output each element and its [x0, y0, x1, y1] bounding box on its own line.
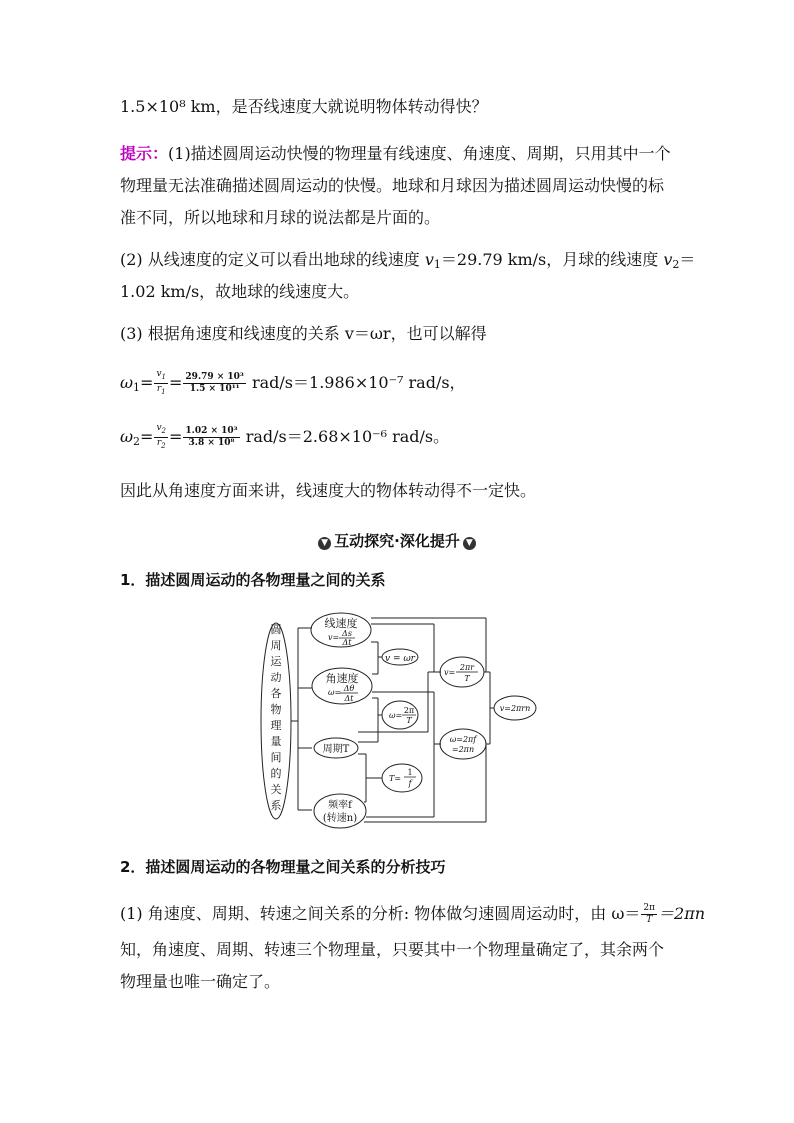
relationship-diagram — [258, 612, 548, 830]
frequency-label: 频率f — [328, 800, 352, 811]
hint-paragraph-1-line-1: 提示：(1)描述圆周运动快慢的物理量有线速度、角速度、周期，只用其中一个 — [120, 144, 671, 163]
root-char-0: 圆 — [270, 623, 282, 636]
analysis-line-2: 知，角速度、周期、转速三个物理量，只要其中一个物理量确定了，其余两个 — [120, 940, 665, 959]
T-1-f-ellipse — [382, 764, 422, 792]
svg-text:Δt: Δt — [342, 638, 352, 647]
svg-text:T: T — [406, 716, 412, 725]
svg-text:f: f — [408, 779, 412, 788]
angular-velocity-label: 角速度 — [325, 672, 359, 685]
hint-paragraph-1-line-2: 物理量无法准确描述圆周运动的快慢。地球和月球因为描述圆周运动快慢的标 — [120, 176, 665, 195]
fraction-2pi-T: $\frac{2\pi}{T}$ — [643, 903, 656, 925]
root-char-6: 理 — [270, 719, 282, 732]
root-char-11: 系 — [270, 799, 282, 812]
root-char-9: 的 — [270, 767, 282, 780]
relationship-diagram-svg — [258, 612, 548, 830]
hint-paragraph-1-line-3: 准不同，所以地球和月球的说法都是片面的。 — [120, 208, 441, 227]
root-char-7: 量 — [270, 735, 282, 748]
root-char-1: 周 — [270, 639, 282, 652]
fraction-v2-r2: $\frac{v_2}{r_2}$ — [156, 423, 167, 450]
svg-text:1: 1 — [407, 768, 413, 777]
svg-text:Δt: Δt — [344, 694, 354, 703]
fraction-omega1-values: $\frac{\text{29.79 × 10³}}{\text{1.5 × 10¹¹}}$ — [185, 372, 244, 394]
svg-text:T=: T= — [389, 774, 402, 783]
svg-text:ω=: ω= — [328, 688, 342, 697]
root-char-3: 动 — [270, 671, 282, 684]
fraction-v1-r1: $\frac{v_1}{r_1}$ — [156, 369, 167, 396]
heading-2: 2．描述圆周运动的各物理量之间关系的分析技巧 — [120, 858, 446, 876]
chevron-down-icon: ▼ — [463, 537, 476, 550]
analysis-line-1: (1) 角速度、周期、转速之间关系的分析: 物体做匀速圆周运动时，由 ω＝ $\frac{2\pi}{T}$ ＝2πn — [120, 903, 706, 925]
linear-velocity-label: 线速度 — [324, 617, 358, 630]
hint-paragraph-2-line-1: (2) 从线速度的定义可以看出地球的线速度 $v_1=29.79$ km/s，月球的线速度 $v_2=$ — [120, 250, 696, 271]
svg-text:ω=: ω= — [389, 711, 403, 720]
v-omega-r-label: v = ωr — [385, 654, 415, 664]
svg-text:T: T — [464, 674, 470, 683]
svg-text:Δs: Δs — [342, 629, 352, 638]
svg-text:2πr: 2πr — [459, 663, 475, 672]
svg-text:Δθ: Δθ — [343, 684, 355, 693]
equation-omega1: $\omega_1=$ $\frac{v_1}{r_1}$ = $\frac{\text{29.79 × 10³}}{\text{1.5 × 10¹¹}}$ rad/s＝1.986×10⁻⁷ rad/s， — [120, 369, 466, 396]
root-char-10: 关 — [270, 783, 282, 796]
omega-2pif-label: ω=2πf — [449, 735, 477, 744]
svg-text:2π: 2π — [403, 706, 415, 715]
analysis-line-3: 物理量也唯一确定了。 — [120, 972, 281, 991]
hint-label: 提示： — [120, 144, 169, 163]
omega-2pin-label: =2πn — [451, 745, 475, 754]
chevron-down-icon: ▼ — [318, 537, 331, 550]
section-title: ▼ 互动探究·深化提升 ▼ — [0, 530, 794, 551]
hint-paragraph-3: (3) 根据角速度和线速度的关系 v＝ωr，也可以解得 — [120, 324, 487, 343]
heading-1: 1．描述圆周运动的各物理量之间的关系 — [120, 571, 386, 589]
root-char-2: 运 — [270, 655, 282, 668]
svg-text:v=: v= — [328, 633, 340, 642]
hint-paragraph-2-line-2: 1.02 km/s，故地球的线速度大。 — [120, 282, 360, 301]
rotational-speed-label: (转速n) — [322, 813, 358, 824]
conclusion: 因此从角速度方面来讲，线速度大的物体转动得不一定快。 — [120, 481, 537, 500]
svg-text:v=: v= — [444, 668, 456, 677]
equation-omega2: $\omega_2=$ $\frac{v_2}{r_2}$ = $\frac{\text{1.02 × 10³}}{\text{3.8 × 10⁸}}$ rad/s＝2.68×10⁻⁶ rad/s。 — [120, 423, 450, 450]
root-char-5: 物 — [270, 703, 282, 716]
root-char-8: 间 — [270, 751, 282, 764]
period-label: 周期T — [322, 744, 350, 755]
omega-2pif-ellipse — [440, 729, 486, 759]
fraction-omega2-values: $\frac{\text{1.02 × 10³}}{\text{3.8 × 10⁸}}$ — [185, 426, 238, 448]
root-char-4: 各 — [270, 687, 282, 700]
v-2pirn-label: v=2πrn — [499, 704, 531, 713]
intro-question: 1.5×10⁸ km，是否线速度大就说明物体转动得快？ — [120, 97, 488, 116]
